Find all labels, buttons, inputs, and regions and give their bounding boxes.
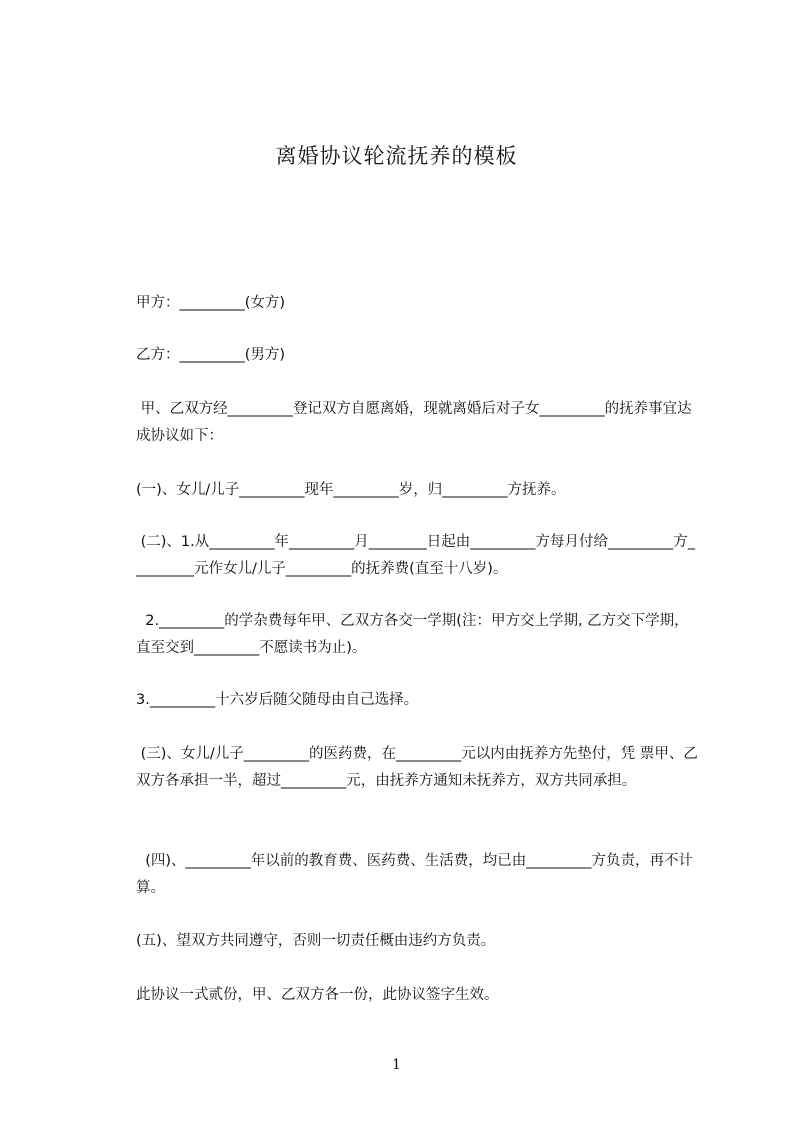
- clause-2-3: 3._________十六岁后随父随母由自己选择。: [136, 692, 419, 708]
- page-number: 1: [392, 1057, 401, 1073]
- document-title: 离婚协议轮流抚养的模板: [275, 144, 518, 168]
- closing-statement: 此协议一式贰份，甲、乙双方各一份，此协议签字生效。: [136, 987, 499, 1003]
- clause-3: (三)、女儿/儿子_________的医药费，在_________元以内由抚养方先垫付，凭 票甲、乙双方各承担一半，超过_________元，由抚养方通知未抚养方，双方共同承担。: [136, 746, 698, 789]
- clause-2-1: (二)、1.从_________年_________月________日起由_________方每月付给_________方_________元作女儿/儿子_________的抚养费(直至十八岁)。: [136, 534, 696, 577]
- intro-paragraph: 甲、乙双方经_________登记双方自愿离婚，现就离婚后对子女_________的抚养事宜达成协议如下：: [136, 401, 692, 444]
- clause-5: (五)、望双方共同遵守，否则一切责任概由违约方负责。: [136, 933, 496, 949]
- party-b-line: 乙方：_________(男方): [136, 347, 286, 363]
- clause-1: (一)、女儿/儿子_________现年_________岁，归_________方抚养。: [136, 482, 566, 498]
- clause-4: (四)、_________年以前的教育费、医药费、生活费，均已由_________方负责，再不计算。: [136, 853, 694, 896]
- party-a-line: 甲方：_________(女方): [136, 295, 286, 311]
- clause-2-2: 2._________的学杂费每年甲、乙双方各交一学期(注：甲方交上学期, 乙方交下学期，直至交到_________不愿读书为止)。: [136, 613, 689, 656]
